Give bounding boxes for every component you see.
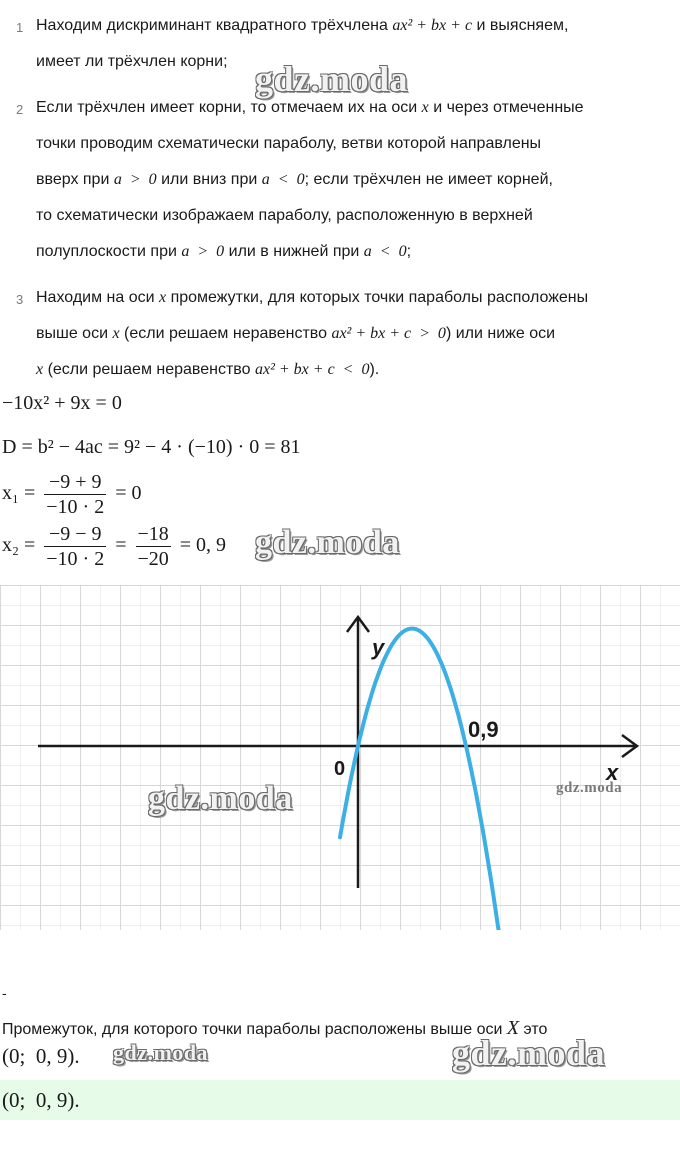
math-condition: a < 0 (261, 171, 305, 188)
step-text-part: ). (369, 361, 380, 378)
fraction (136, 522, 171, 571)
parabola-curve (340, 629, 502, 930)
fraction (44, 470, 106, 519)
parabola-graph (0, 585, 680, 930)
fraction-denominator: −20 (137, 548, 169, 570)
equals-sign: = (115, 534, 127, 557)
step-text-part: то схематически изображаем параболу, расположенную в верхней (36, 207, 533, 224)
fraction (44, 522, 106, 571)
equation: −10x² + 9x = 0 (2, 392, 122, 414)
answer-text-part: это (523, 1021, 548, 1038)
fraction-denominator: −10 · 2 (46, 548, 105, 570)
answer-text-part: Промежуток, для которого точки параболы расположены выше оси (2, 1021, 503, 1038)
math-variable: X (506, 1017, 520, 1039)
root-value: = 0 (115, 482, 142, 505)
math-expression: ax² + bx + c (392, 17, 473, 34)
root-x1 (2, 470, 142, 519)
watermark: gdz.moda (556, 780, 623, 796)
step-text-part: (если решаем неравенство (47, 361, 251, 378)
step-text-part: ) или ниже оси (445, 325, 556, 342)
math-condition: a > 0 (113, 171, 157, 188)
step-text-part: или вниз при (161, 171, 258, 188)
watermark: gdz.moda (148, 780, 293, 817)
final-answer-box (0, 1080, 680, 1120)
step-text-part: Если трёхчлен имеет корни, то отмечаем их на оси (36, 99, 418, 116)
watermark: gdz.moda (113, 1040, 209, 1065)
step-text-part: ; если трёхчлен не имеет корней, (304, 171, 553, 188)
step-text-part: Находим на оси (36, 289, 155, 306)
root-x2 (2, 522, 226, 571)
fraction-numerator: −9 − 9 (44, 522, 106, 547)
math-condition: a < 0 (363, 243, 407, 260)
x-axis-label: x (606, 760, 619, 785)
step-text-part: выше оси (36, 325, 109, 342)
step-text-part: ; (406, 243, 412, 260)
step-text-part: имеет ли трёхчлен корни; (36, 53, 228, 70)
fraction-numerator: −9 + 9 (44, 470, 106, 495)
math-inequality: ax² + bx + c < 0 (254, 361, 370, 378)
watermark: gdz.moda (255, 524, 400, 561)
math-inequality: ax² + bx + c > 0 (331, 325, 446, 342)
origin-label: 0 (334, 758, 346, 780)
step-number: 3 (16, 292, 24, 307)
math-variable: x (36, 361, 44, 378)
answer-value: (0; 0, 9). (2, 1044, 80, 1068)
step-text-part: Находим дискриминант квадратного трёхчлена (36, 17, 388, 34)
step-text (36, 90, 678, 270)
step-number: 2 (16, 102, 24, 117)
discriminant-formula: D = b² − 4ac = 9² − 4 · (−10) · 0 = 81 (2, 436, 301, 458)
step-text-part: полуплоскости при (36, 243, 177, 260)
separator-dash: - (2, 985, 7, 1001)
math-variable: x (159, 289, 167, 306)
graph-svg (0, 585, 680, 930)
step-text-part: (если решаем неравенство (124, 325, 327, 342)
step-text-part: или в нижней при (228, 243, 360, 260)
fraction-denominator: −10 · 2 (46, 496, 105, 518)
final-answer: (0; 0, 9). (2, 1088, 80, 1112)
answer-text (2, 1017, 547, 1040)
root-label: x₁ = (2, 482, 36, 505)
math-variable: x (421, 99, 429, 116)
step-text (36, 8, 678, 80)
root-label: x₂ = (2, 534, 36, 557)
math-variable: x (112, 325, 120, 342)
step-text-part: и выясняем, (476, 17, 569, 34)
root-label-0-9: 0,9 (468, 717, 499, 742)
step-text-part: точки проводим схематически параболу, ветви которой направлены (36, 135, 542, 152)
watermark: gdz.moda (255, 59, 409, 99)
root-value: = 0, 9 (179, 534, 227, 557)
math-condition: a > 0 (181, 243, 225, 260)
watermark: gdz.moda (452, 1033, 606, 1073)
step-number: 1 (16, 20, 24, 35)
step-text (36, 280, 678, 388)
fraction-numerator: −18 (137, 523, 169, 545)
step-text-part: вверх при (36, 171, 110, 188)
y-axis-label: y (372, 635, 385, 660)
step-text-part: и через отмеченные (433, 99, 584, 116)
step-text-part: промежутки, для которых точки параболы расположены (170, 289, 589, 306)
